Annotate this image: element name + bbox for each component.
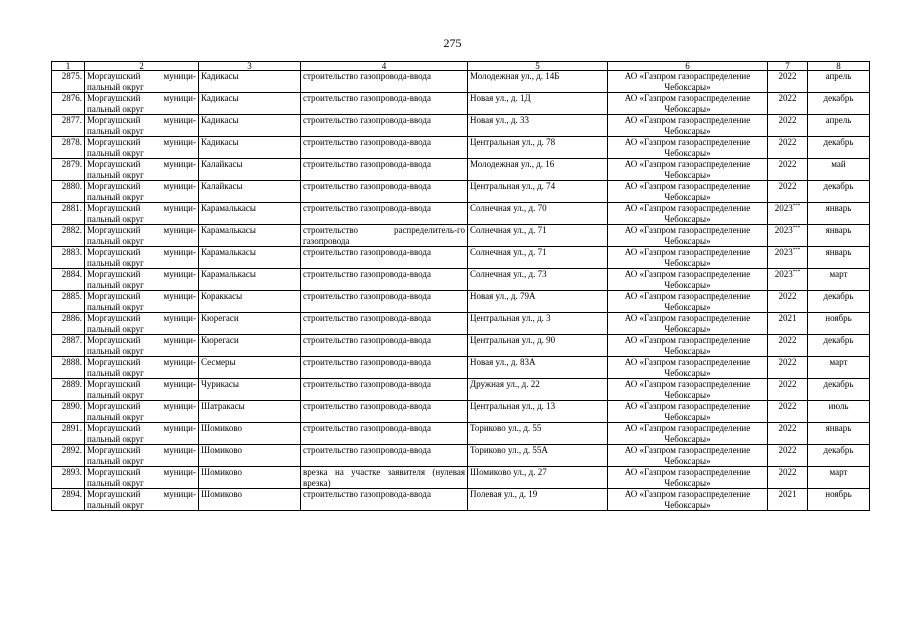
district-cell: Моргаушский муници-пальный округ bbox=[85, 467, 199, 489]
column-header: 7 bbox=[768, 62, 808, 71]
operator-cell: АО «Газпром газораспределение Чебоксары» bbox=[608, 115, 768, 137]
address-cell: Дружная ул., д. 22 bbox=[468, 379, 608, 401]
year-value: 2022 bbox=[778, 357, 797, 367]
month-cell: декабрь bbox=[808, 181, 870, 203]
address-cell: Центральная ул., д. 90 bbox=[468, 335, 608, 357]
address-cell: Молодежная ул., д. 16 bbox=[468, 159, 608, 181]
operator-cell: АО «Газпром газораспределение Чебоксары» bbox=[608, 269, 768, 291]
district-cell: Моргаушский муници-пальный округ bbox=[85, 115, 199, 137]
district-cell: Моргаушский муници-пальный округ bbox=[85, 181, 199, 203]
address-cell: Молодежная ул., д. 14Б bbox=[468, 71, 608, 93]
locality-cell: Калайкасы bbox=[199, 181, 301, 203]
table-row bbox=[52, 159, 870, 181]
year-value: 2022 bbox=[778, 159, 797, 169]
locality-cell: Сесмеры bbox=[199, 357, 301, 379]
year-cell bbox=[768, 291, 808, 313]
work-type-cell: строительство газопровода-ввода bbox=[301, 291, 468, 313]
month-cell: апрель bbox=[808, 71, 870, 93]
district-cell: Моргаушский муници-пальный округ bbox=[85, 445, 199, 467]
work-type-cell: строительство газопровода-ввода bbox=[301, 423, 468, 445]
row-number: 2883. bbox=[52, 247, 85, 269]
table-row bbox=[52, 401, 870, 423]
year-cell bbox=[768, 181, 808, 203]
operator-cell: АО «Газпром газораспределение Чебоксары» bbox=[608, 225, 768, 247]
operator-cell: АО «Газпром газораспределение Чебоксары» bbox=[608, 379, 768, 401]
year-cell bbox=[768, 225, 808, 247]
table-row bbox=[52, 335, 870, 357]
row-number: 2879. bbox=[52, 159, 85, 181]
table-row bbox=[52, 71, 870, 93]
address-cell: Новая ул., д. 79А bbox=[468, 291, 608, 313]
registry-table bbox=[51, 61, 870, 511]
year-cell bbox=[768, 93, 808, 115]
district-cell: Моргаушский муници-пальный округ bbox=[85, 159, 199, 181]
work-type-cell: строительство газопровода-ввода bbox=[301, 269, 468, 291]
table-row bbox=[52, 269, 870, 291]
month-cell: ноябрь bbox=[808, 313, 870, 335]
month-cell: январь bbox=[808, 423, 870, 445]
locality-cell: Шатракасы bbox=[199, 401, 301, 423]
table-row bbox=[52, 489, 870, 511]
address-cell: Полевая ул., д. 19 bbox=[468, 489, 608, 511]
work-type-cell: строительство газопровода-ввода bbox=[301, 335, 468, 357]
year-cell bbox=[768, 203, 808, 225]
operator-cell: АО «Газпром газораспределение Чебоксары» bbox=[608, 489, 768, 511]
operator-cell: АО «Газпром газораспределение Чебоксары» bbox=[608, 159, 768, 181]
row-number: 2878. bbox=[52, 137, 85, 159]
district-cell: Моргаушский муници-пальный округ bbox=[85, 291, 199, 313]
address-cell: Солнечная ул., д. 71 bbox=[468, 225, 608, 247]
column-header: 1 bbox=[52, 62, 85, 71]
locality-cell: Кюрегаси bbox=[199, 313, 301, 335]
address-cell: Центральная ул., д. 13 bbox=[468, 401, 608, 423]
work-type-cell: строительство газопровода-ввода bbox=[301, 137, 468, 159]
table-row bbox=[52, 137, 870, 159]
address-cell: Шомиково ул., д. 27 bbox=[468, 467, 608, 489]
district-cell: Моргаушский муници-пальный округ bbox=[85, 313, 199, 335]
locality-cell: Шомиково bbox=[199, 467, 301, 489]
table-row bbox=[52, 291, 870, 313]
address-cell: Новая ул., д. 83А bbox=[468, 357, 608, 379]
row-number: 2888. bbox=[52, 357, 85, 379]
year-cell bbox=[768, 335, 808, 357]
month-cell: март bbox=[808, 467, 870, 489]
address-cell: Солнечная ул., д. 73 bbox=[468, 269, 608, 291]
month-cell: май bbox=[808, 159, 870, 181]
district-cell: Моргаушский муници-пальный округ bbox=[85, 357, 199, 379]
work-type-cell: строительство газопровода-ввода bbox=[301, 181, 468, 203]
page-number: 275 bbox=[443, 36, 462, 50]
district-cell: Моргаушский муници-пальный округ bbox=[85, 71, 199, 93]
row-number: 2894. bbox=[52, 489, 85, 511]
month-cell: декабрь bbox=[808, 137, 870, 159]
row-number: 2876. bbox=[52, 93, 85, 115]
address-cell: Центральная ул., д. 74 bbox=[468, 181, 608, 203]
address-cell: Новая ул., д. 1Д bbox=[468, 93, 608, 115]
district-cell: Моргаушский муници-пальный округ bbox=[85, 401, 199, 423]
work-type-cell: строительство газопровода-ввода bbox=[301, 401, 468, 423]
month-cell: декабрь bbox=[808, 379, 870, 401]
district-cell: Моргаушский муници-пальный округ bbox=[85, 93, 199, 115]
district-cell: Моргаушский муници-пальный округ bbox=[85, 379, 199, 401]
table-row bbox=[52, 247, 870, 269]
work-type-cell: строительство газопровода-ввода bbox=[301, 313, 468, 335]
row-number: 2880. bbox=[52, 181, 85, 203]
year-value: 2023 bbox=[774, 247, 793, 257]
year-cell bbox=[768, 115, 808, 137]
district-cell: Моргаушский муници-пальный округ bbox=[85, 269, 199, 291]
footnote-mark: *** bbox=[792, 226, 801, 231]
year-cell bbox=[768, 423, 808, 445]
locality-cell: Шомиково bbox=[199, 489, 301, 511]
locality-cell: Карамалькасы bbox=[199, 225, 301, 247]
work-type-cell: строительство газопровода-ввода bbox=[301, 357, 468, 379]
operator-cell: АО «Газпром газораспределение Чебоксары» bbox=[608, 203, 768, 225]
row-number: 2881. bbox=[52, 203, 85, 225]
operator-cell: АО «Газпром газораспределение Чебоксары» bbox=[608, 467, 768, 489]
address-cell: Центральная ул., д. 78 bbox=[468, 137, 608, 159]
locality-cell: Чурикасы bbox=[199, 379, 301, 401]
row-number: 2887. bbox=[52, 335, 85, 357]
month-cell: апрель bbox=[808, 115, 870, 137]
year-value: 2021 bbox=[778, 489, 797, 499]
table-row bbox=[52, 93, 870, 115]
column-number-row bbox=[52, 62, 870, 71]
year-value: 2022 bbox=[778, 137, 797, 147]
year-value: 2022 bbox=[778, 423, 797, 433]
year-value: 2022 bbox=[778, 467, 797, 477]
year-cell bbox=[768, 401, 808, 423]
operator-cell: АО «Газпром газораспределение Чебоксары» bbox=[608, 335, 768, 357]
year-cell bbox=[768, 269, 808, 291]
operator-cell: АО «Газпром газораспределение Чебоксары» bbox=[608, 313, 768, 335]
operator-cell: АО «Газпром газораспределение Чебоксары» bbox=[608, 71, 768, 93]
year-value: 2022 bbox=[778, 71, 797, 81]
month-cell: декабрь bbox=[808, 335, 870, 357]
table-row bbox=[52, 357, 870, 379]
column-header: 3 bbox=[199, 62, 301, 71]
footnote-mark: *** bbox=[792, 204, 801, 209]
year-cell bbox=[768, 379, 808, 401]
row-number: 2890. bbox=[52, 401, 85, 423]
column-header: 4 bbox=[301, 62, 468, 71]
locality-cell: Калайкасы bbox=[199, 159, 301, 181]
row-number: 2889. bbox=[52, 379, 85, 401]
district-cell: Моргаушский муници-пальный округ bbox=[85, 489, 199, 511]
month-cell: декабрь bbox=[808, 93, 870, 115]
year-value: 2022 bbox=[778, 445, 797, 455]
operator-cell: АО «Газпром газораспределение Чебоксары» bbox=[608, 401, 768, 423]
year-value: 2022 bbox=[778, 291, 797, 301]
footnote-mark: *** bbox=[792, 248, 801, 253]
locality-cell: Шомиково bbox=[199, 423, 301, 445]
row-number: 2882. bbox=[52, 225, 85, 247]
column-header: 8 bbox=[808, 62, 870, 71]
operator-cell: АО «Газпром газораспределение Чебоксары» bbox=[608, 93, 768, 115]
column-header: 2 bbox=[85, 62, 199, 71]
operator-cell: АО «Газпром газораспределение Чебоксары» bbox=[608, 247, 768, 269]
year-value: 2022 bbox=[778, 335, 797, 345]
work-type-cell: строительство газопровода-ввода bbox=[301, 247, 468, 269]
address-cell: Солнечная ул., д. 71 bbox=[468, 247, 608, 269]
locality-cell: Карамалькасы bbox=[199, 247, 301, 269]
district-cell: Моргаушский муници-пальный округ bbox=[85, 203, 199, 225]
table-row bbox=[52, 203, 870, 225]
operator-cell: АО «Газпром газораспределение Чебоксары» bbox=[608, 181, 768, 203]
locality-cell: Карамалькасы bbox=[199, 269, 301, 291]
month-cell: декабрь bbox=[808, 291, 870, 313]
operator-cell: АО «Газпром газораспределение Чебоксары» bbox=[608, 137, 768, 159]
column-header: 6 bbox=[608, 62, 768, 71]
table-row bbox=[52, 115, 870, 137]
locality-cell: Кадикасы bbox=[199, 93, 301, 115]
year-cell bbox=[768, 159, 808, 181]
year-value: 2023 bbox=[774, 203, 793, 213]
work-type-cell: строительство газопровода-ввода bbox=[301, 115, 468, 137]
operator-cell: АО «Газпром газораспределение Чебоксары» bbox=[608, 357, 768, 379]
table-row bbox=[52, 467, 870, 489]
month-cell: январь bbox=[808, 247, 870, 269]
table-row bbox=[52, 313, 870, 335]
work-type-cell: врезка на участке заявителя (нулевая врезка) bbox=[301, 467, 468, 489]
table-body bbox=[52, 71, 870, 511]
locality-cell: Кюрегаси bbox=[199, 335, 301, 357]
year-cell bbox=[768, 357, 808, 379]
year-cell bbox=[768, 489, 808, 511]
district-cell: Моргаушский муници-пальный округ bbox=[85, 137, 199, 159]
row-number: 2885. bbox=[52, 291, 85, 313]
table-row bbox=[52, 181, 870, 203]
locality-cell: Карамалькасы bbox=[199, 203, 301, 225]
table-row bbox=[52, 423, 870, 445]
operator-cell: АО «Газпром газораспределение Чебоксары» bbox=[608, 423, 768, 445]
district-cell: Моргаушский муници-пальный округ bbox=[85, 247, 199, 269]
locality-cell: Кадикасы bbox=[199, 115, 301, 137]
address-cell: Центральная ул., д. 3 bbox=[468, 313, 608, 335]
work-type-cell: строительство газопровода-ввода bbox=[301, 159, 468, 181]
year-value: 2022 bbox=[778, 401, 797, 411]
work-type-cell: строительство газопровода-ввода bbox=[301, 203, 468, 225]
locality-cell: Кораккасы bbox=[199, 291, 301, 313]
district-cell: Моргаушский муници-пальный округ bbox=[85, 335, 199, 357]
year-cell bbox=[768, 247, 808, 269]
row-number: 2875. bbox=[52, 71, 85, 93]
footnote-mark: *** bbox=[792, 270, 801, 275]
month-cell: ноябрь bbox=[808, 489, 870, 511]
year-cell bbox=[768, 313, 808, 335]
operator-cell: АО «Газпром газораспределение Чебоксары» bbox=[608, 445, 768, 467]
row-number: 2877. bbox=[52, 115, 85, 137]
operator-cell: АО «Газпром газораспределение Чебоксары» bbox=[608, 291, 768, 313]
year-value: 2022 bbox=[778, 181, 797, 191]
district-cell: Моргаушский муници-пальный округ bbox=[85, 423, 199, 445]
district-cell: Моргаушский муници-пальный округ bbox=[85, 225, 199, 247]
year-value: 2023 bbox=[774, 269, 793, 279]
year-cell bbox=[768, 467, 808, 489]
row-number: 2891. bbox=[52, 423, 85, 445]
address-cell: Солнечная ул., д. 70 bbox=[468, 203, 608, 225]
row-number: 2886. bbox=[52, 313, 85, 335]
row-number: 2892. bbox=[52, 445, 85, 467]
table-row bbox=[52, 379, 870, 401]
month-cell: июль bbox=[808, 401, 870, 423]
year-value: 2022 bbox=[778, 379, 797, 389]
locality-cell: Кадикасы bbox=[199, 137, 301, 159]
locality-cell: Кадикасы bbox=[199, 71, 301, 93]
locality-cell: Шомиково bbox=[199, 445, 301, 467]
address-cell: Новая ул., д. 33 bbox=[468, 115, 608, 137]
work-type-cell: строительство газопровода-ввода bbox=[301, 489, 468, 511]
table-row bbox=[52, 445, 870, 467]
column-header: 5 bbox=[468, 62, 608, 71]
year-value: 2022 bbox=[778, 115, 797, 125]
year-value: 2021 bbox=[778, 313, 797, 323]
month-cell: январь bbox=[808, 203, 870, 225]
address-cell: Ториково ул., д. 55А bbox=[468, 445, 608, 467]
year-cell bbox=[768, 445, 808, 467]
year-value: 2022 bbox=[778, 93, 797, 103]
work-type-cell: строительство газопровода-ввода bbox=[301, 445, 468, 467]
month-cell: март bbox=[808, 357, 870, 379]
address-cell: Ториково ул., д. 55 bbox=[468, 423, 608, 445]
row-number: 2893. bbox=[52, 467, 85, 489]
month-cell: март bbox=[808, 269, 870, 291]
year-cell bbox=[768, 71, 808, 93]
year-value: 2023 bbox=[774, 225, 793, 235]
work-type-cell: строительство газопровода-ввода bbox=[301, 71, 468, 93]
work-type-cell: строительство газопровода-ввода bbox=[301, 379, 468, 401]
table-row bbox=[52, 225, 870, 247]
month-cell: декабрь bbox=[808, 445, 870, 467]
work-type-cell: строительство газопровода-ввода bbox=[301, 93, 468, 115]
year-cell bbox=[768, 137, 808, 159]
row-number: 2884. bbox=[52, 269, 85, 291]
work-type-cell: строительство распределитель-го газопровода bbox=[301, 225, 468, 247]
month-cell: январь bbox=[808, 225, 870, 247]
